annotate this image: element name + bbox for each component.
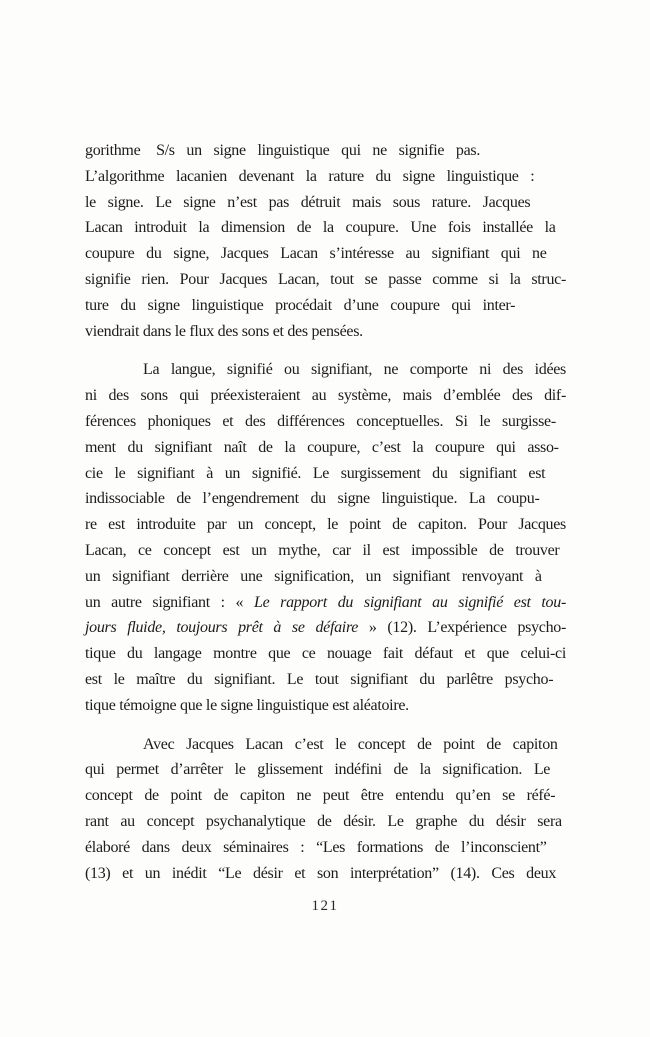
italic-quote-text: Le rapport du signifiant au signifié est tou- bbox=[254, 593, 566, 611]
text-segment: ture du signe linguistique procédait d’une coupure qui inter- bbox=[85, 296, 516, 314]
text-segment: coupure du signe, Jacques Lacan s’intéresse au signifiant qui ne bbox=[85, 245, 547, 263]
text-line bbox=[85, 215, 556, 241]
text-line bbox=[85, 538, 559, 564]
text-segment: viendrait dans le flux des sons et des pensées. bbox=[85, 322, 363, 340]
text-segment: cie le signifiant à un signifié. Le surgissement du signifiant est bbox=[85, 464, 546, 482]
text-line bbox=[85, 190, 530, 216]
text-line bbox=[85, 861, 556, 887]
text-segment: signifie rien. Pour Jacques Lacan, tout se passe comme si la struc- bbox=[85, 270, 566, 288]
text-segment: un signifiant derrière une signification, un signifiant renvoyant à bbox=[85, 567, 542, 585]
text-line bbox=[85, 319, 363, 345]
text-line bbox=[85, 357, 566, 383]
text-segment: gorithme S/s un signe linguistique qui ne signifie pas. bbox=[85, 142, 481, 159]
page-number: 121 bbox=[311, 898, 339, 914]
text-block bbox=[85, 138, 566, 886]
text-line bbox=[85, 564, 542, 590]
text-segment: tique du langage montre que ce nouage fait défaut et que celui-ci bbox=[85, 645, 566, 663]
text-segment: (13) et un inédit “Le désir et son interprétation” (14). Ces deux bbox=[85, 864, 557, 882]
text-segment: » (12). L’expérience psycho- bbox=[358, 619, 567, 637]
text-line bbox=[85, 590, 566, 616]
text-line bbox=[85, 383, 566, 409]
text-segment: le signe. Le signe n’est pas détruit mais sous rature. Jacques bbox=[85, 193, 531, 211]
text-segment: ni des sons qui préexisteraient au système, mais d’emblée des dif- bbox=[85, 387, 566, 405]
text-line bbox=[85, 164, 534, 190]
italic-quote-text: jours fluide, toujours prêt à se défaire bbox=[85, 619, 359, 637]
text-line bbox=[85, 693, 409, 719]
text-segment: rant au concept psychanalytique de désir. Le graphe du désir sera bbox=[85, 812, 562, 830]
text-line bbox=[85, 615, 566, 641]
text-line bbox=[85, 667, 553, 693]
text-line bbox=[85, 409, 556, 435]
text-segment: Lacan introduit la dimension de la coupure. Une fois installée la bbox=[85, 219, 556, 237]
text-segment: un autre signifiant : « bbox=[85, 593, 254, 611]
text-segment: ment du signifiant naît de la coupure, c’est la coupure qui asso- bbox=[85, 438, 559, 456]
text-line bbox=[85, 241, 547, 267]
text-line bbox=[85, 435, 559, 461]
text-segment: qui permet d’arrêter le glissement indéfini de la signification. Le bbox=[85, 761, 551, 779]
text-segment: L’algorithme lacanien devenant la rature du signe linguistique : bbox=[85, 167, 535, 185]
text-segment: Lacan, ce concept est un mythe, car il est impossible de trouver bbox=[85, 541, 560, 559]
text-line bbox=[85, 512, 566, 538]
text-segment: tique témoigne que le signe linguistique est aléatoire. bbox=[85, 696, 409, 714]
text-segment: Avec Jacques Lacan c’est le concept de point de capiton bbox=[143, 735, 558, 753]
text-segment: La langue, signifié ou signifiant, ne comporte ni des idées bbox=[143, 361, 566, 379]
text-line bbox=[85, 809, 562, 835]
text-line bbox=[85, 641, 566, 667]
text-segment: est le maître du signifiant. Le tout signifiant du parlêtre psycho- bbox=[85, 670, 554, 688]
text-line bbox=[85, 267, 566, 293]
text-segment: re est introduite par un concept, le point de capiton. Pour Jacques bbox=[85, 516, 566, 534]
paragraph bbox=[85, 357, 566, 718]
paragraph bbox=[85, 138, 566, 344]
text-segment: indissociable de l’engendrement du signe linguistique. La coupu- bbox=[85, 490, 540, 508]
text-line bbox=[85, 138, 480, 164]
text-segment: concept de point de capiton ne peut être entendu qu’en se réfé- bbox=[85, 787, 556, 805]
text-line bbox=[85, 835, 547, 861]
paragraph bbox=[85, 732, 566, 887]
text-line bbox=[85, 732, 558, 758]
text-segment: férences phoniques et des différences conceptuelles. Si le surgisse- bbox=[85, 412, 556, 430]
text-line bbox=[85, 293, 515, 319]
text-line bbox=[85, 461, 545, 487]
text-line bbox=[85, 486, 539, 512]
text-line bbox=[85, 757, 550, 783]
text-line bbox=[85, 783, 555, 809]
text-segment: élaboré dans deux séminaires : “Les formations de l’inconscient” bbox=[85, 838, 547, 856]
